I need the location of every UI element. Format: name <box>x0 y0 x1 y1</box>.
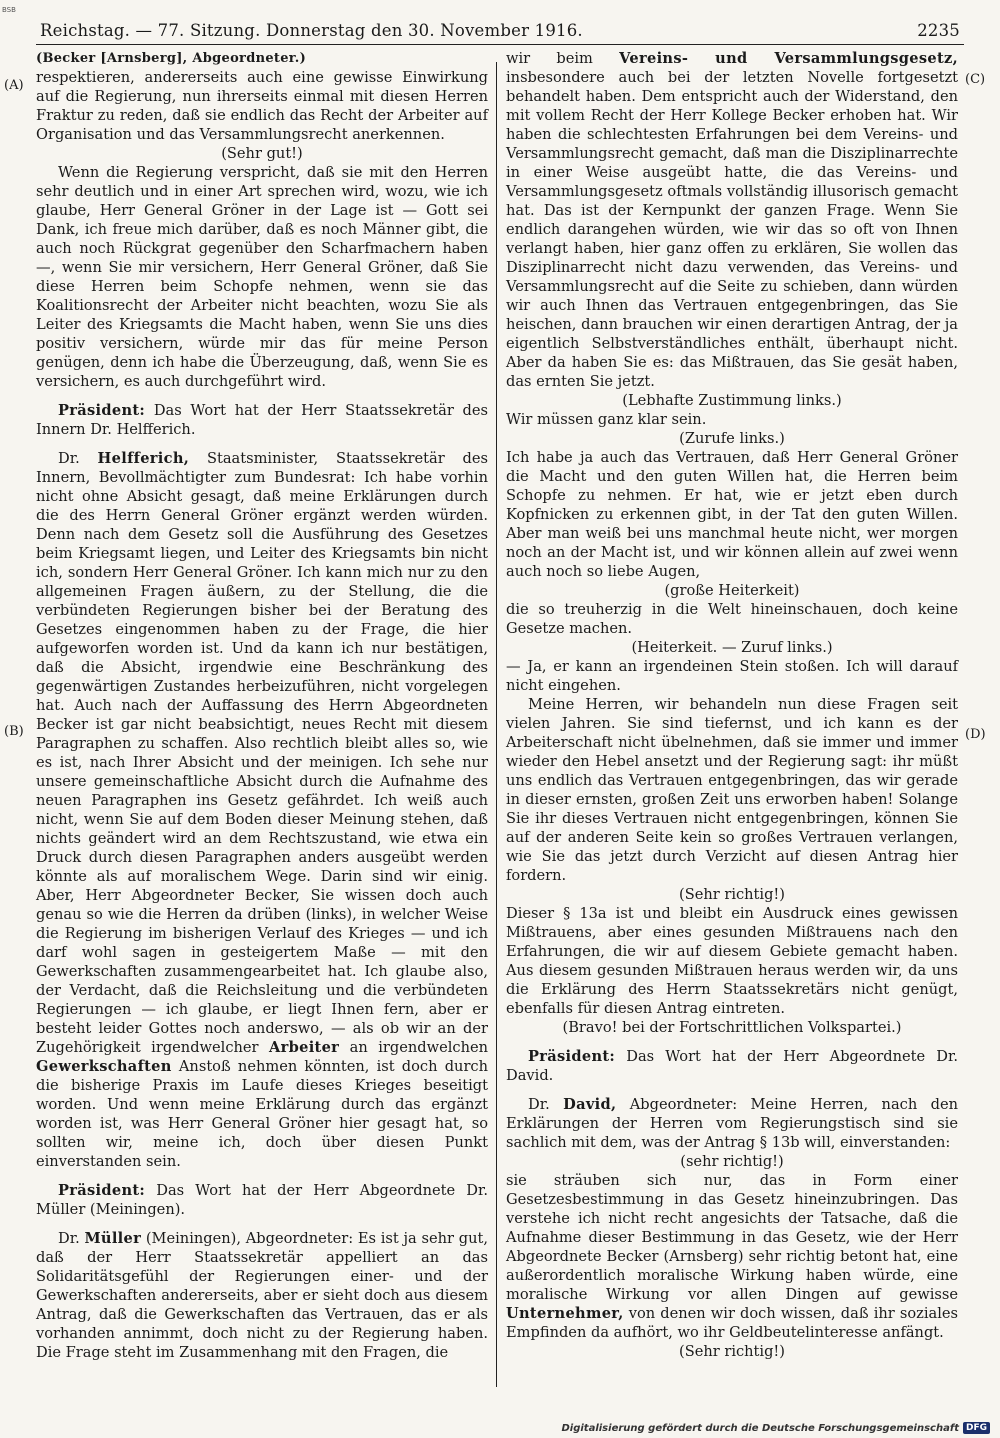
paragraph: Wenn die Regierung verspricht, daß sie mit den Herren sehr deutlich und in einer Art sprechen wird, wozu, wie ich glaube, Herr General Gröner in der Lage ist — Gott sei Dank, ich freue mich darüber, daß es noch Männer gibt, die auch noch Rückgrat gegenüber den Scharfmachern haben —, wenn Sie mir versichern, Herr General Gröner, daß Sie diese Herren beim Schopfe nehmen, wenn sie das Koalitionsrecht der Arbeiter nicht beachten, wozu Sie als Leiter des Kriegsamts die Macht haben, wenn Sie uns dies positiv versichern, würde mir das für meine Person genügen, denn ich habe die Überzeugung, daß, wenn Sie es versichern, es auch durchgeführt wird. <box>36 164 488 390</box>
margin-mark-a: (A) <box>4 78 24 93</box>
emphasis: Unternehmer, <box>506 1305 624 1322</box>
speech-text: Abgeordneter: Meine Herren, nach den Erklärungen der Herren vom Regierungstisch sind sie sachlich mit dem, was der Antrag § 13b will, einverstanden: <box>506 1096 958 1151</box>
page-header <box>40 16 960 40</box>
speaker-label: Präsident: <box>528 1048 616 1065</box>
speech-text: (Meiningen), Abgeordneter: Es ist ja sehr gut, daß der Herr Staatssekretär appelliert an das Solidaritätsgefühl der Regierungen einer- und der Gewerkschaften andererseits, aber er sieht doch aus diesem Antrag, daß die Gewerkschaften das Vertrauen, das er als vorhanden annimmt, doch nicht zu der Regierung haben. Die Frage steht im Zusammenhang mit den Fragen, die <box>36 1230 488 1361</box>
header-rule <box>36 44 964 45</box>
speaker-text: Das Wort hat der Herr Staatssekretär des Innern Dr. Helfferich. <box>36 402 488 438</box>
speech-text: an irgendwelchen <box>349 1039 489 1056</box>
reaction: (große Heiterkeit) <box>664 582 800 599</box>
reaction: (sehr richtig!) <box>680 1153 784 1170</box>
paragraph: Ich habe ja auch das Vertrauen, daß Herr General Gröner die Macht und den guten Willen hat, die Herren beim Schopfe zu nehmen. Er hat, wie er jetzt eben durch Kopfnicken zu erkennen gibt, in der Tat den guten Willen. Aber man weiß bei uns manchmal heute nicht, wer morgen noch an der Macht ist, und wir können allein auf zwei wenn auch noch so liebe Augen, <box>506 449 958 580</box>
bsb-watermark: BSB <box>2 6 16 14</box>
paragraph: respektieren, andererseits auch eine gewisse Einwirkung auf die Regierung, nun ihrerseits einmal mit diesen Herren Fraktur zu reden, daß sie endlich das Recht der Arbeiter auf Organisation und das Versammlungsrecht anerkennen. <box>36 69 488 143</box>
speaker-paragraph <box>36 1181 488 1219</box>
reaction: (Zurufe links.) <box>679 430 785 447</box>
reaction: (Heiterkeit. — Zuruf links.) <box>631 639 833 656</box>
dfg-logo: DFG <box>963 1422 990 1434</box>
paragraph <box>506 1171 958 1342</box>
speaker-prefix: Dr. <box>528 1096 550 1113</box>
paragraph <box>506 49 958 391</box>
paragraph: die so treuherzig in die Welt hineinschauen, doch keine Gesetze machen. <box>506 601 958 637</box>
speaker-label: Präsident: <box>58 402 146 419</box>
speech-text: sie sträuben sich nur, das in Form einer Gesetzesbestimmung in das Gesetz hineinzubringen. Das verstehe ich nicht recht angesichts der Tatsache, daß die Aufnahme dieser Bestimmung in das Gesetz, wie der Herr Abgeordnete Becker (Arnsberg) sehr richtig betont hat, eine außerordentlich moralische Wirkung haben würde, eine moralische Wirkung vor allen Dingen auf gewisse <box>506 1172 958 1303</box>
paragraph: Dieser § 13a ist und bleibt ein Ausdruck eines gewissen Mißtrauens, aber eines gesunden Mißtrauens nach den Erfahrungen, die wir auf diesem Gebiete gemacht haben. Aus diesem gesunden Mißtrauen heraus werden wir, da uns die Erklärung des Herrn Staatssekretärs nicht genügt, ebenfalls für diesen Antrag eintreten. <box>506 905 958 1017</box>
footer-text: Digitalisierung gefördert durch die Deutsche Forschungsgemeinschaft <box>561 1422 959 1434</box>
speaker-paragraph <box>36 1229 488 1362</box>
speech-text: von denen wir doch wissen, daß ihr soziales Empfinden da aufhört, wo ihr Geldbeutelinteresse anfängt. <box>506 1305 958 1341</box>
paragraph: Meine Herren, wir behandeln nun diese Fragen seit vielen Jahren. Sie sind tiefernst, und ich kann es der Arbeiterschaft nicht übelnehmen, daß sie immer und immer wieder den Hebel ansetzt und der Regierung sagt: ihr müßt uns endlich das Vertrauen entgegenbringen, das wir gerade in dieser ernsten, großen Zeit uns erworben haben! Solange Sie ihr dieses Vertrauen nicht entgegenbringen, können Sie auf der anderen Seite kein so großes Vertrauen verlangen, wie Sie das jetzt durch Verzicht auf diesen Antrag hier fordern. <box>506 696 958 884</box>
speaker-name: Müller <box>84 1230 142 1247</box>
reaction: (Lebhafte Zustimmung links.) <box>622 392 842 409</box>
speaker-name: Helfferich, <box>97 450 190 467</box>
speaker-prefix: Dr. <box>58 1230 80 1247</box>
speaker-text: Das Wort hat der Herr Abgeordnete Dr. David. <box>506 1048 959 1084</box>
margin-mark-c: (C) <box>965 72 986 87</box>
left-column <box>36 49 488 1362</box>
speech-text: insbesondere auch bei der letzten Novelle fortgesetzt behandelt haben. Dem entspricht auch der Widerstand, den mit vollem Recht der Herr Kollege Becker erhoben hat. Wir haben die schlechtesten Erfahrungen bei dem Vereins- und Versammlungsrecht gemacht, daß man die Disziplinarrechte in einer Weise ausgeübt hatte, die das Vereins- und Versammlungsgesetz oftmals vollständig illusorisch gemacht hat. Das ist der Kernpunkt der ganzen Frage. Wenn Sie endlich darangehen würden, wie wir das so oft von Ihnen verlangt haben, hier ganz offen zu erklären, Sie wollen das Disziplinarrecht nicht dazu verwenden, das Vereins- und Versammlungsrecht auf die Seite zu schieben, dann würden wir auch Ihnen das Vertrauen entgegenbringen, das Sie heischen, dann brauchen wir einen derartigen Antrag, der ja eigentlich Selbstverständliches enthält, überhaupt nicht. Aber da haben Sie es: das Mißtrauen, das Sie gesät haben, das ernten Sie jetzt. <box>506 69 958 390</box>
header-title: Reichstag. — 77. Sitzung. Donnerstag den 30. November 1916. <box>40 21 583 40</box>
speech-text: Staatsminister, Staatssekretär des Innern, Bevollmächtigter zum Bundesrat: Ich habe vorhin nicht ohne Absicht gesagt, daß meine Erklärungen durch die des Herrn General Gröner ergänzt werden würden. Denn nach dem Gesetz soll die Ausführung des Gesetzes beim Kriegsamt liegen, und Leiter des Kriegsamts bin nicht ich, sondern Herr General Gröner. Ich kann mich nur zu den allgemeinen Fragen äußern, zu der Stellung, die die verbündeten Regierungen bisher bei der Beratung des Gesetzes eingenommen haben zu der Frage, die hier aufgeworfen worden ist. Und da kann ich nur bestätigen, daß die Absicht, irgendwie eine Beschränkung des gegenwärtigen Zustandes herbeizuführen, nicht vorgelegen hat. Auch nach der Auffassung des Herrn Abgeordneten Becker ist gar nicht beabsichtigt, neues Recht mit diesem Paragraphen zu schaffen. Also rechtlich bleibt alles so, wie es ist, nach Ihrer Absicht und der meinigen. Ich sehe nur unsere gemeinschaftliche Absicht durch die Aufnahme des neuen Paragraphen ins Gesetz gefährdet. Ich weiß auch nicht, wenn Sie auf dem Boden dieser Meinung stehen, daß nichts geändert wird an dem Rechtszustand, wie etwa ein Druck durch diesen Paragraphen anders ausgeübt werden könnte als auf moralischem Wege. Darin sind wir einig. Aber, Herr Abgeordneter Becker, Sie wissen doch auch genau so wie die Herren da drüben (links), in welcher Weise die Regierung im bisherigen Verlauf des Krieges — und ich darf wohl sagen in gesteigertem Maße — mit den Gewerkschaften zusammengearbeitet hat. Ich glaube also, der Verdacht, daß die Reichsleitung und die verbündeten Regierungen — ich glaube, er liegt Ihnen fern, aber er besteht leider Gottes noch anderswo, — als ob wir an der Zugehörigkeit irgendwelcher <box>36 450 488 1056</box>
paragraph: — Ja, er kann an irgendeinen Stein stoßen. Ich will darauf nicht eingehen. <box>506 658 958 694</box>
running-head: (Becker [Arnsberg], Abgeordneter.) <box>36 51 307 66</box>
speaker-paragraph <box>506 1095 958 1152</box>
speaker-name: David, <box>563 1096 617 1113</box>
footer <box>561 1422 990 1434</box>
speaker-text: Das Wort hat der Herr Abgeordnete Dr. Müller (Meiningen). <box>36 1182 489 1218</box>
speech-text: wir beim <box>506 50 593 67</box>
column-divider <box>496 62 497 1387</box>
page-number: 2235 <box>917 21 960 40</box>
emphasis: Gewerkschaften <box>36 1058 172 1075</box>
speaker-paragraph <box>506 1047 958 1085</box>
speech-text: Anstoß nehmen könnten, ist doch durch die bisherige Praxis im Laufe dieses Krieges beseitigt worden. Und wenn meine Erklärung durch das ergänzt worden ist, was Herr General Gröner hier gesagt hat, so sollten wir, meine ich, doch über diesen Punkt einverstanden sein. <box>36 1058 488 1170</box>
speaker-prefix: Dr. <box>58 450 80 467</box>
speaker-paragraph <box>36 401 488 439</box>
reaction: (Sehr richtig!) <box>679 1343 785 1360</box>
reaction: (Sehr gut!) <box>221 145 303 162</box>
reaction: (Bravo! bei der Fortschrittlichen Volkspartei.) <box>562 1019 902 1036</box>
emphasis: Vereins- und Versammlungsgesetz, <box>619 50 958 67</box>
margin-mark-b: (B) <box>4 724 24 739</box>
emphasis: Arbeiter <box>269 1039 340 1056</box>
right-column <box>506 49 958 1361</box>
speaker-paragraph <box>36 449 488 1171</box>
speaker-label: Präsident: <box>58 1182 146 1199</box>
paragraph: Wir müssen ganz klar sein. <box>506 411 707 428</box>
margin-mark-d: (D) <box>965 727 986 742</box>
reaction: (Sehr richtig!) <box>679 886 785 903</box>
